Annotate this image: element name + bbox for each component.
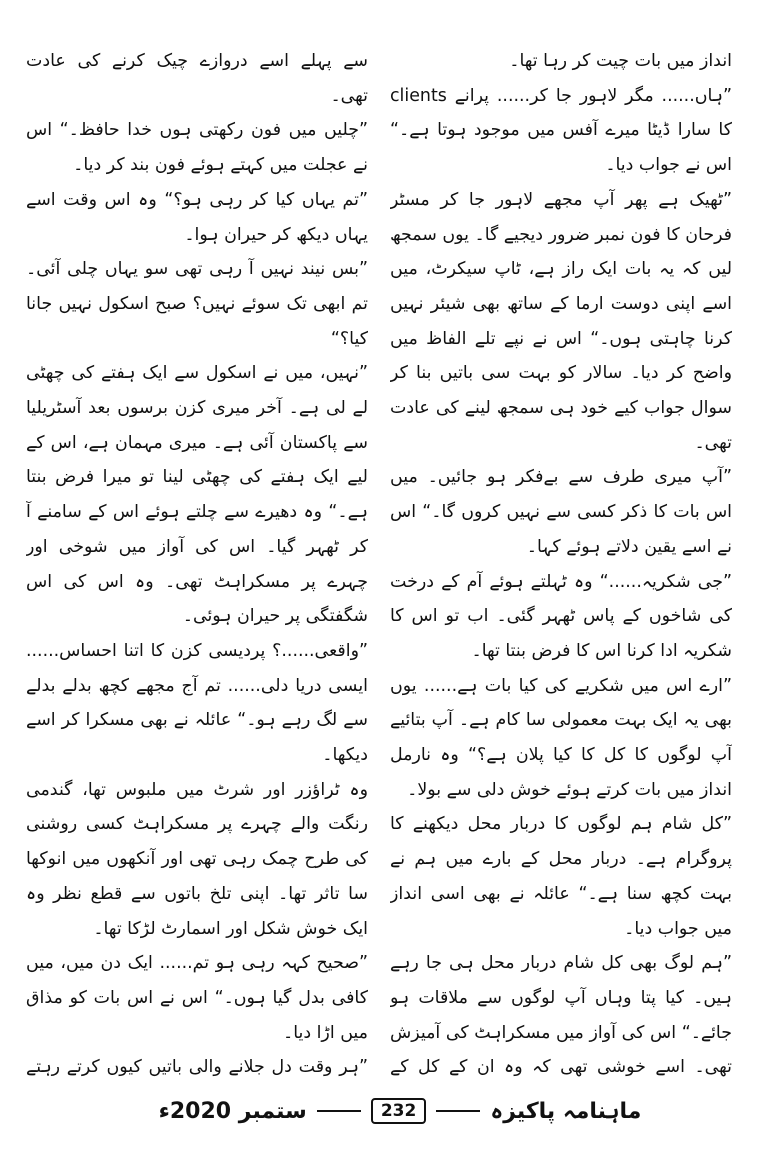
paragraph: ”چلیں میں فون رکھتی ہوں خدا حافظ۔“ اس نے عجلت میں کہتے ہوئے فون بند کر دیا۔ <box>26 120 368 176</box>
paragraph: ”واقعی......؟ پردیسی کزن کا اتنا احساس...... ایسی دریا دلی...... تم آج مجھے کچھ بدلے بدلے سے لگ رہے ہو۔“ عائلہ نے بھی مسکرا کر اسے دیکھا۔ <box>26 640 368 766</box>
paragraph: ”جی شکریہ......“ وہ ٹہلتے ہوئے آم کے درخت کی شاخوں کے پاس ٹھہر گئی۔ اب تو اس کا شکریہ ادا کرنا اس کا فرض بنتا تھا۔ <box>390 571 732 661</box>
page-number: 232 <box>371 1098 427 1124</box>
paragraph: ”ہم لوگ بھی کل شام دربار محل ہی جا رہے ہیں۔ کیا پتا وہاں آپ لوگوں سے ملاقات ہو جائے۔“ اس کی آواز میں مسکراہٹ کی آمیزش تھی۔ اسے خوشی تھی کہ وہ ان کے کل کے <box>390 953 732 1078</box>
paragraph: سے پہلے اسے دروازے چیک کرنے کی عادت تھی۔ <box>26 51 368 106</box>
left-column <box>26 44 368 1086</box>
paragraph: ”بس نیند نہیں آ رہی تھی سو یہاں چلی آئی۔ تم ابھی تک سوئے نہیں؟ صبح اسکول نہیں جانا کیا؟“ <box>26 259 368 349</box>
paragraph: ”ارے اس میں شکریے کی کیا بات ہے...... یوں بھی یہ ایک بہت معمولی سا کام ہے۔ آپ بتائیے آپ لوگوں کا کل کا کیا پلان ہے؟“ وہ نارمل انداز میں بات کرتے ہوئے خوش دلی سے بولا۔ <box>390 675 732 800</box>
right-column <box>390 44 732 1086</box>
paragraph: ”آپ میری طرف سے بےفکر ہو جائیں۔ میں اس بات کا ذکر کسی سے نہیں کروں گا۔“ اس نے اسے یقین دلاتے ہوئے کہا۔ <box>390 467 732 557</box>
paragraph: ”کل شام ہم لوگوں کا دربار محل دیکھنے کا پروگرام ہے۔ دربار محل کے بارے میں ہم نے بہت کچھ سنا ہے۔“ عائلہ نے بھی اسی انداز میں جواب دیا۔ <box>390 814 732 939</box>
paragraph: انداز میں بات چیت کر رہا تھا۔ <box>509 51 732 71</box>
magazine-name: ماہنامہ پاکیزہ <box>490 1098 642 1124</box>
footer-rule <box>436 1110 480 1112</box>
page-footer <box>150 1094 650 1128</box>
paragraph: ”ٹھیک ہے پھر آپ مجھے لاہور جا کر مسٹر فرحان کا فون نمبر ضرور دیجیے گا۔ یوں سمجھ لیں کہ یہ بات ایک راز ہے، ٹاپ سیکرٹ، میں اسے اپنی دوست ارما کے ساتھ بھی شیئر نہیں کرنا چاہتی ہوں۔“ اس نے نپے تلے الفاظ میں واضح کر دیا۔ سالار کو بہت سی باتیں بنا کر سوال جواب کیے خود ہی سمجھ لینے کی عادت تھی۔ <box>390 189 732 453</box>
paragraph: ”ہاں...... مگر لاہور جا کر...... پرانے clients کا سارا ڈیٹا میرے آفس میں موجود ہوتا ہے۔“ اس نے جواب دیا۔ <box>390 85 732 176</box>
paragraph: ”نہیں، میں نے اسکول سے ایک ہفتے کی چھٹی لے لی ہے۔ آخر میری کزن برسوں بعد آسٹریلیا سے پاکستان آئی ہے۔ میری مہمان ہے، اس کے لیے ایک ہفتے کی چھٹی لینا تو میرا فرض بنتا ہے۔“ وہ دھیرے سے چلتے ہوئے اس کے سامنے آ کر ٹھہر گیا۔ اس کی آواز میں شوخی اور چہرے پر مسکراہٹ تھی۔ وہ اس کی اس شگفتگی پر حیران ہوئی۔ <box>26 363 368 627</box>
paragraph: ”صحیح کہہ رہی ہو تم...... ایک دن میں، میں کافی بدل گیا ہوں۔“ اس نے اس بات کو مذاق میں اڑا دیا۔ <box>26 953 368 1043</box>
paragraph: وہ ٹراؤزر اور شرٹ میں ملبوس تھا، گندمی رنگت والے چہرے پر مسکراہٹ کسی روشنی کی طرح چمک رہی تھی اور آنکھوں میں انوکھا سا تاثر تھا۔ اپنی تلخ باتوں سے قطع نظر وہ ایک خوش شکل اور اسمارٹ لڑکا تھا۔ <box>26 779 368 939</box>
paragraph: ”ہر وقت دل جلانے والی باتیں کیوں کرتے رہتے <box>26 1057 368 1078</box>
paragraph: ”تم یہاں کیا کر رہی ہو؟“ وہ اس وقت اسے یہاں دیکھ کر حیران ہوا۔ <box>26 189 368 245</box>
footer-rule <box>317 1110 361 1112</box>
issue-date: ستمبر 2020ء <box>158 1098 307 1124</box>
